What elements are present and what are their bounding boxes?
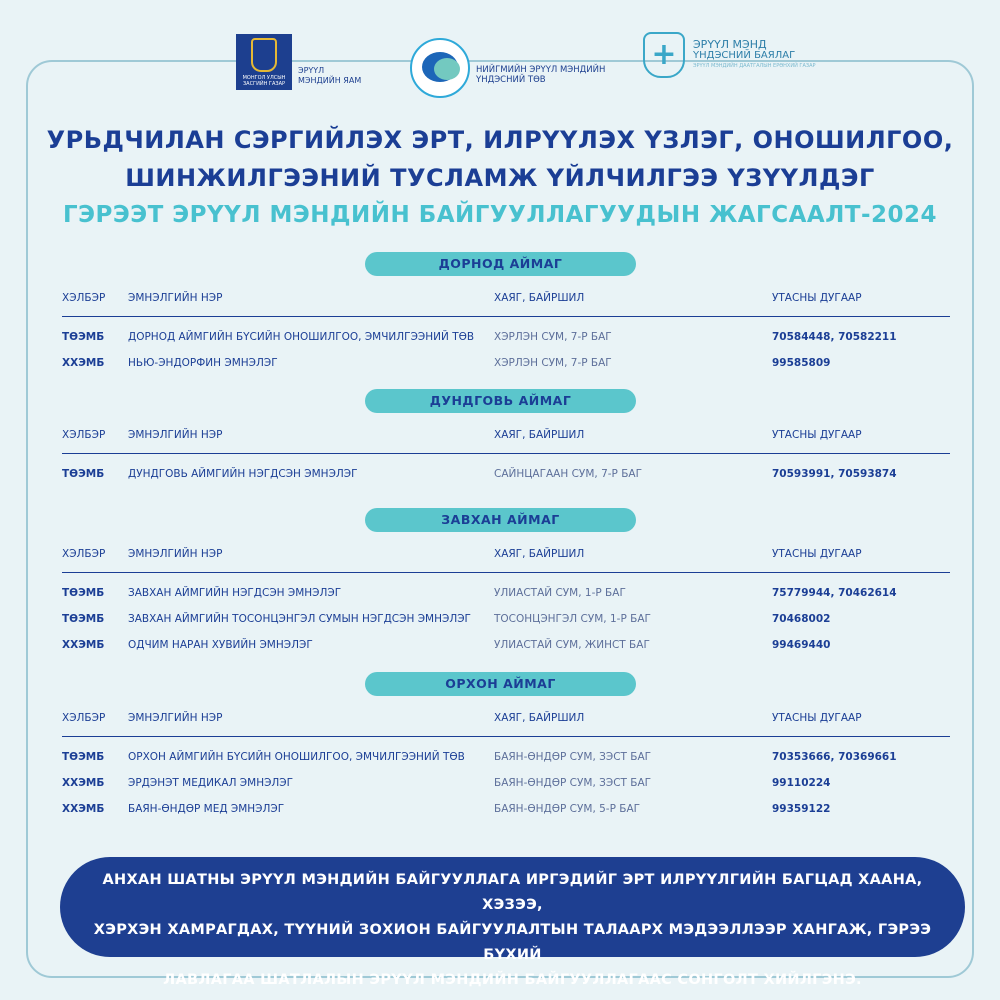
cell-name: НЬЮ-ЭНДОРФИН ЭМНЭЛЭГ: [128, 357, 278, 369]
header-phone: УТАСНЫ ДУГААР: [772, 712, 862, 724]
logo-bar: [0, 30, 1000, 100]
header-phone: УТАСНЫ ДУГААР: [772, 548, 862, 560]
table-row: [62, 639, 950, 655]
header-address: ХАЯГ, БАЙРШИЛ: [494, 548, 585, 560]
center-name-line1: НИЙГМИЙН ЭРҮҮЛ МЭНДИЙН: [476, 65, 606, 75]
cell-phone: 99110224: [772, 777, 831, 789]
cell-type: ХХЭМБ: [62, 639, 105, 651]
table-header: [62, 548, 950, 564]
ministry-name-line2: МЭНДИЙН ЯАМ: [298, 76, 362, 85]
state-emblem-icon: [236, 34, 292, 90]
cell-type: ХХЭМБ: [62, 777, 105, 789]
section-title: ДУНДГОВЬ АЙМАГ: [365, 389, 636, 413]
cell-type: ТӨЭМБ: [62, 331, 105, 343]
ministry-logo: [236, 34, 361, 90]
table-row: [62, 751, 950, 767]
header-name: ЭМНЭЛГИЙН НЭР: [128, 548, 223, 560]
table-header: [62, 429, 950, 445]
section-title: ОРХОН АЙМАГ: [365, 672, 636, 696]
cell-address: УЛИАСТАЙ СУМ, ЖИНСТ БАГ: [494, 639, 650, 651]
cell-name: ОРХОН АЙМГИЙН БҮСИЙН ОНОШИЛГОО, ЭМЧИЛГЭЭНИЙ ТӨВ: [128, 751, 465, 763]
cell-phone: 70353666, 70369661: [772, 751, 897, 763]
cell-phone: 99469440: [772, 639, 831, 651]
banner-line-1: АНХАН ШАТНЫ ЭРҮҮЛ МЭНДИЙН БАЙГУУЛЛАГА ИРГЭДИЙГ ЭРТ ИЛРҮҮЛГИЙН БАГЦАД ХААНА, ХЭЗЭЭ,: [102, 872, 923, 913]
header-address: ХАЯГ, БАЙРШИЛ: [494, 292, 585, 304]
header-phone: УТАСНЫ ДУГААР: [772, 292, 862, 304]
cell-type: ТӨЭМБ: [62, 587, 105, 599]
cell-name: БАЯН-ӨНДӨР МЕД ЭМНЭЛЭГ: [128, 803, 285, 815]
table-header: [62, 292, 950, 308]
cell-phone: 99585809: [772, 357, 831, 369]
section-title: ДОРНОД АЙМАГ: [365, 252, 636, 276]
header-type: ХЭЛБЭР: [62, 429, 106, 441]
title-line-1: УРЬДЧИЛАН СЭРГИЙЛЭХ ЭРТ, ИЛРҮҮЛЭХ ҮЗЛЭГ, ОНОШИЛГОО,: [46, 126, 954, 154]
emblem-text: МОНГОЛ УЛСЫН ЗАСГИЙН ГАЗАР: [242, 75, 286, 87]
header-name: ЭМНЭЛГИЙН НЭР: [128, 429, 223, 441]
cell-name: ОДЧИМ НАРАН ХУВИЙН ЭМНЭЛЭГ: [128, 639, 313, 651]
cell-phone: 70584448, 70582211: [772, 331, 897, 343]
cell-address: ХЭРЛЭН СУМ, 7-Р БАГ: [494, 357, 612, 369]
table-row: [62, 803, 950, 819]
banner-line-3: ЛАВЛАГАА ШАТЛАЛЫН ЭРҮҮЛ МЭНДИЙН БАЙГУУЛЛАГААС СОНГОЛТ ХИЙЛГЭНЭ.: [163, 972, 862, 988]
info-banner: [60, 857, 965, 988]
insurance-name-line1: ЭРҮҮЛ МЭНД: [693, 37, 767, 51]
table-row: [62, 587, 950, 603]
ministry-name-line1: ЭРҮҮЛ: [298, 66, 325, 75]
cell-name: ЗАВХАН АЙМГИЙН ТОСОНЦЭНГЭЛ СУМЫН НЭГДСЭН ЭМНЭЛЭГ: [128, 613, 471, 625]
section-title: ЗАВХАН АЙМАГ: [365, 508, 636, 532]
center-name-line2: ҮНДЭСНИЙ ТӨВ: [476, 75, 546, 85]
cell-type: ТӨЭМБ: [62, 751, 105, 763]
cell-phone: 70468002: [772, 613, 831, 625]
header-type: ХЭЛБЭР: [62, 292, 106, 304]
cell-phone: 70593991, 70593874: [772, 468, 897, 480]
cell-type: ХХЭМБ: [62, 357, 105, 369]
cell-name: ДОРНОД АЙМГИЙН БҮСИЙН ОНОШИЛГОО, ЭМЧИЛГЭЭНИЙ ТӨВ: [128, 331, 475, 343]
cell-phone: 99359122: [772, 803, 831, 815]
cell-phone: 75779944, 70462614: [772, 587, 897, 599]
header-type: ХЭЛБЭР: [62, 712, 106, 724]
header-name: ЭМНЭЛГИЙН НЭР: [128, 712, 223, 724]
insurance-name-line3: ЭРҮҮЛ МЭНДИЙН ДААТГАЛЫН ЕРӨНХИЙ ГАЗАР: [693, 62, 816, 69]
cell-address: УЛИАСТАЙ СУМ, 1-Р БАГ: [494, 587, 626, 599]
cell-address: БАЯН-ӨНДӨР СУМ, 5-Р БАГ: [494, 803, 641, 815]
public-health-center-logo: [410, 38, 605, 98]
cell-type: ХХЭМБ: [62, 803, 105, 815]
header-name: ЭМНЭЛГИЙН НЭР: [128, 292, 223, 304]
insurance-logo: [643, 32, 816, 78]
header-address: ХАЯГ, БАЙРШИЛ: [494, 429, 585, 441]
medical-cross-icon: +: [643, 32, 685, 78]
cell-address: БАЯН-ӨНДӨР СУМ, ЗЭСТ БАГ: [494, 777, 652, 789]
table-row: [62, 468, 950, 484]
table-row: [62, 777, 950, 793]
title-line-3: ГЭРЭЭТ ЭРҮҮЛ МЭНДИЙН БАЙГУУЛЛАГУУДЫН ЖАГСААЛТ-2024: [62, 202, 938, 228]
cell-type: ТӨЭМБ: [62, 468, 105, 480]
cell-address: САЙНЦАГААН СУМ, 7-Р БАГ: [494, 468, 642, 480]
header-divider: [62, 572, 950, 573]
cell-name: ДУНДГОВЬ АЙМГИЙН НЭГДСЭН ЭМНЭЛЭГ: [128, 468, 358, 480]
table-header: [62, 712, 950, 728]
insurance-name-line2: ҮНДЭСНИЙ БАЯЛАГ: [693, 49, 796, 61]
cell-address: БАЯН-ӨНДӨР СУМ, ЗЭСТ БАГ: [494, 751, 652, 763]
circle-swirl-icon: [410, 38, 470, 98]
cell-name: ЗАВХАН АЙМГИЙН НЭГДСЭН ЭМНЭЛЭГ: [128, 587, 342, 599]
cell-address: ХЭРЛЭН СУМ, 7-Р БАГ: [494, 331, 612, 343]
table-row: [62, 331, 950, 347]
header-address: ХАЯГ, БАЙРШИЛ: [494, 712, 585, 724]
header-divider: [62, 316, 950, 317]
header-divider: [62, 736, 950, 737]
header-divider: [62, 453, 950, 454]
title-line-2: ШИНЖИЛГЭЭНИЙ ТУСЛАМЖ ҮЙЛЧИЛГЭЭ ҮЗҮҮЛДЭГ: [125, 164, 875, 192]
header-phone: УТАСНЫ ДУГААР: [772, 429, 862, 441]
table-row: [62, 613, 950, 629]
banner-line-2: ХЭРХЭН ХАМРАГДАХ, ТҮҮНИЙ ЗОХИОН БАЙГУУЛАЛТЫН ТАЛААРХ МЭДЭЭЛЛЭЭР ХАНГАЖ, ГЭРЭЭ БҮХИЙ: [93, 922, 932, 963]
cell-name: ЭРДЭНЭТ МЕДИКАЛ ЭМНЭЛЭГ: [128, 777, 294, 789]
header-type: ХЭЛБЭР: [62, 548, 106, 560]
cell-type: ТӨЭМБ: [62, 613, 105, 625]
cell-address: ТОСОНЦЭНГЭЛ СУМ, 1-Р БАГ: [494, 613, 651, 625]
table-row: [62, 357, 950, 373]
